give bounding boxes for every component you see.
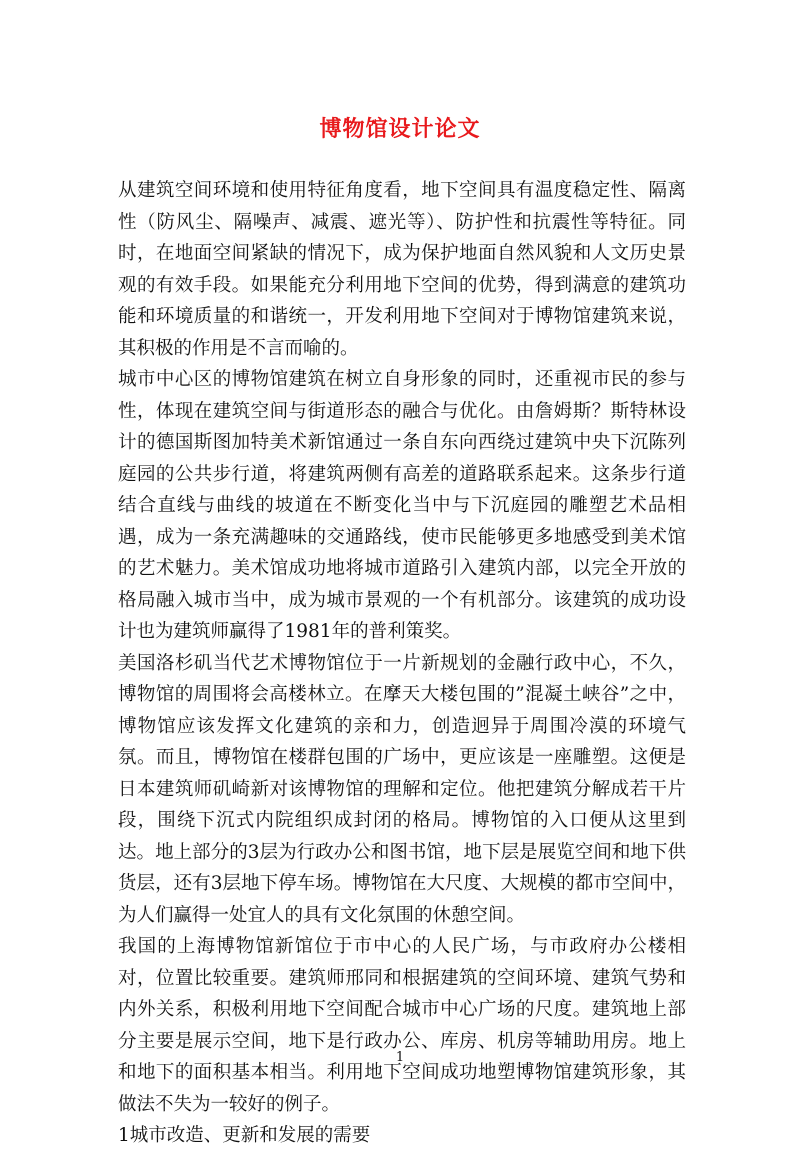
page-title: 博物馆设计论文 (319, 116, 481, 142)
section-heading: 1城市改造、更新和发展的需要 (118, 1125, 371, 1146)
page-number: 1 (395, 1050, 405, 1065)
paragraph-underground-space: 从建筑空间环境和使用特征角度看，地下空间具有温度稳定性、隔离性（防风尘、隔噪声、减震、遮光等）、防护性和抗震性等特征。同时，在地面空间紧缺的情况下，成为保护地面自然风貌和人文历史景观的有效手段。如果能充分利用地下空间的优势，得到满意的建筑功能和环境质量的和谐统一，开发利用地下空间对于博物馆建筑来说，其积极的作用是不言而喻的。 (118, 180, 686, 359)
paragraph-shanghai-museum: 我国的上海博物馆新馆位于市中心的人民广场，与市政府办公楼相对，位置比较重要。建筑师邢同和根据建筑的空间环境、建筑气势和内外关系，积极利用地下空间配合城市中心广场的尺度。建筑地上部分主要是展示空间，地下是行政办公、库房、机房等辅助用房。地上和地下的面积基本相当。利用地下空间成功地塑博物馆建筑形象，其做法不失为一较好的例子。 (118, 936, 686, 1115)
document-body (118, 175, 686, 1152)
paragraph-stuttgart-museum: 城市中心区的博物馆建筑在树立自身形象的同时，还重视市民的参与性，体现在建筑空间与街道形态的融合与优化。由詹姆斯？斯特林设计的德国斯图加特美术新馆通过一条自东向西绕过建筑中央下沉陈列庭园的公共步行道，将建筑两侧有高差的道路联系起来。这条步行道结合直线与曲线的坡道在不断变化当中与下沉庭园的雕塑艺术品相遇，成为一条充满趣味的交通路线，使市民能够更多地感受到美术馆的艺术魅力。美术馆成功地将城市道路引入建筑内部，以完全开放的格局融入城市当中，成为城市景观的一个有机部分。该建筑的成功设计也为建筑师赢得了1981年的普利策奖。 (118, 369, 686, 642)
paragraph-los-angeles-moca: 美国洛杉矶当代艺术博物馆位于一片新规划的金融行政中心，不久，博物馆的周围将会高楼林立。在摩天大楼包围的”混凝土峡谷”之中，博物馆应该发挥文化建筑的亲和力，创造迥异于周围冷漠的环境气氛。而且，博物馆在楼群包围的广场中，更应该是一座雕塑。这便是日本建筑师矶崎新对该博物馆的理解和定位。他把建筑分解成若干片段，围绕下沉式内院组织成封闭的格局。博物馆的入口便从这里到达。地上部分的3层为行政办公和图书馆，地下层是展览空间和地下供货层，还有3层地下停车场。博物馆在大尺度、大规模的都市空间中，为人们赢得一处宜人的具有文化氛围的休憩空间。 (118, 652, 686, 926)
